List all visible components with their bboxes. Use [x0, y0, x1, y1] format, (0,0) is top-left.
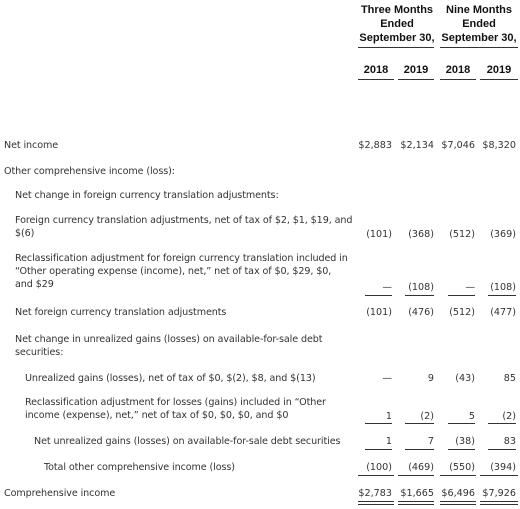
cell-value: (368)	[408, 229, 434, 240]
cell-value: (550)	[449, 462, 475, 473]
subtotal-rule-1	[365, 295, 392, 296]
subtotal-rule-2	[405, 295, 434, 296]
cell-value: —	[465, 282, 475, 293]
header-three-months-line2: Ended	[380, 18, 414, 30]
cell-value: $6,496	[441, 488, 475, 499]
cell-value: 7	[427, 436, 434, 447]
row-label: Total other comprehensive income (loss)	[44, 462, 235, 473]
cell-value: 1	[385, 411, 392, 422]
row-label: Other comprehensive income (loss):	[4, 166, 175, 177]
header-nine-months	[438, 3, 520, 45]
cell-value: $8,320	[482, 140, 516, 151]
cell-value: $2,883	[358, 140, 392, 151]
row-label: Net unrealized gains (losses) on available-for-sale debt securities	[34, 436, 341, 447]
subtotal-rule-4	[488, 449, 516, 450]
header-underline-three-months	[358, 47, 434, 48]
cell-value: (2)	[502, 411, 516, 422]
total-double-rule-3	[440, 501, 476, 505]
header-three-months-line3: September 30,	[359, 32, 435, 44]
subtotal-rule-3	[440, 475, 476, 476]
cell-value: (394)	[490, 462, 516, 473]
subtotal-rule-2	[405, 449, 434, 450]
row-label: Unrealized gains (losses), net of tax of $0, $(2), $8, and $(13)	[25, 373, 316, 384]
subtotal-rule-1	[365, 423, 392, 424]
cell-value: 5	[468, 411, 475, 422]
cell-value: (2)	[420, 411, 434, 422]
subtotal-rule-4	[488, 423, 516, 424]
cell-value: 1	[385, 436, 392, 447]
cell-value: (101)	[366, 229, 392, 240]
row-label: Net income	[4, 140, 59, 151]
row-label: Net foreign currency translation adjustments	[15, 307, 227, 318]
cell-value: $1,665	[400, 488, 434, 499]
row-label: Net change in foreign currency translation adjustments:	[15, 190, 279, 201]
header-three-months	[356, 3, 438, 45]
cell-value: (477)	[490, 307, 516, 318]
cell-value: (512)	[449, 307, 475, 318]
total-double-rule-2	[398, 501, 434, 505]
cell-value: $7,926	[482, 488, 516, 499]
subtotal-rule-3	[448, 449, 475, 450]
cell-value: (101)	[366, 307, 392, 318]
cell-value: (108)	[490, 282, 516, 293]
row-label: Reclassification adjustment for foreign currency translation included in “Other operating expense (income), net,” net of tax of $0, $29, $0, and $29	[15, 253, 348, 290]
total-double-rule-1	[358, 501, 394, 505]
cell-value: (512)	[449, 229, 475, 240]
subtotal-rule-1	[358, 475, 394, 476]
cell-value: $2,134	[400, 140, 434, 151]
cell-value: (469)	[408, 462, 434, 473]
cell-value: —	[382, 373, 392, 384]
subtotal-rule-1	[365, 449, 392, 450]
year-underline-3	[440, 79, 476, 80]
year-underline-1	[358, 79, 394, 80]
subtotal-rule-4	[488, 295, 516, 296]
year-col-4: 2019	[486, 64, 512, 76]
cell-value: $2,783	[358, 488, 392, 499]
row-label: Net change in unrealized gains (losses) on available-for-sale debt securities:	[15, 334, 323, 358]
year-col-1: 2018	[363, 64, 389, 76]
row-label: Reclassification adjustment for losses (gains) included in “Other income (expense), net,” net of tax of $0, $0, $0, and $0	[25, 397, 326, 421]
cell-value: 9	[427, 373, 434, 384]
cell-value: (100)	[366, 462, 392, 473]
row-label: Foreign currency translation adjustments, net of tax of $2, $1, $19, and $(6)	[15, 215, 353, 239]
header-nine-months-line1: Nine Months	[446, 4, 512, 16]
row-label: Comprehensive income	[4, 488, 116, 499]
cell-value: (108)	[408, 282, 434, 293]
header-underline-nine-months	[440, 47, 518, 48]
cell-value: 83	[503, 436, 516, 447]
subtotal-rule-4	[480, 475, 518, 476]
cell-value: —	[382, 282, 392, 293]
cell-value: $7,046	[441, 140, 475, 151]
cell-value: (369)	[490, 229, 516, 240]
cell-value: 85	[503, 373, 516, 384]
cell-value: (43)	[455, 373, 475, 384]
header-nine-months-line3: September 30,	[441, 32, 517, 44]
year-col-2: 2019	[403, 64, 429, 76]
year-underline-2	[398, 79, 434, 80]
cell-value: (38)	[455, 436, 475, 447]
subtotal-rule-3	[448, 295, 475, 296]
cell-value: (476)	[408, 307, 434, 318]
year-underline-4	[480, 79, 518, 80]
header-nine-months-line2: Ended	[462, 18, 496, 30]
year-col-3: 2018	[445, 64, 471, 76]
total-double-rule-4	[480, 501, 518, 505]
header-three-months-line1: Three Months	[360, 4, 434, 16]
subtotal-rule-2	[398, 475, 434, 476]
subtotal-rule-2	[405, 423, 434, 424]
subtotal-rule-3	[448, 423, 475, 424]
